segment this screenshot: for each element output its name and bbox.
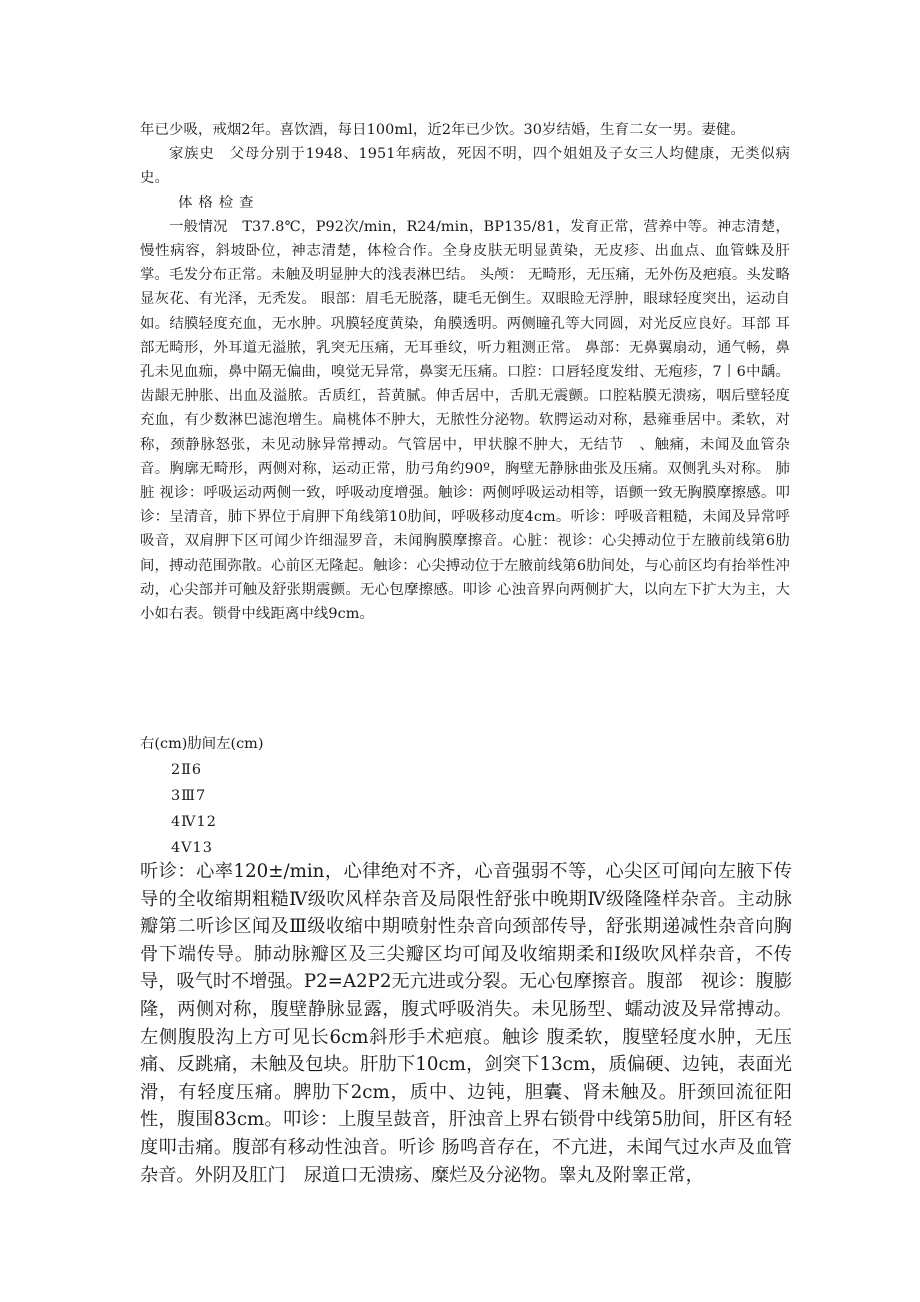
personal-history-paragraph: 年已少吸，戒烟2年。喜饮酒，每日100ml，近2年已少饮。30岁结婚，生育二女一男。妻健。 bbox=[140, 122, 745, 138]
cardiac-dullness-table bbox=[140, 731, 263, 861]
table-header: 右(cm)肋间左(cm) bbox=[140, 736, 264, 752]
table-row: 4Ⅴ13 bbox=[171, 840, 213, 856]
auscultation-abdomen-paragraph: 听诊：心率120±/min，心律绝对不齐，心音强弱不等，心尖区可闻向左腋下传导的全收缩期粗糙Ⅳ级吹风样杂音及局限性舒张中晚期Ⅳ级隆隆样杂音。主动脉瓣第二听诊区闻及Ⅲ级收缩中期喷射性杂音向颈部传导，舒张期递减性杂音向胸骨下端传导。肺动脉瓣区及三尖瓣区均可闻及收缩期柔和Ⅰ级吹风样杂音，不传导，吸气时不增强。P2=A2P2无亢进或分裂。无心包摩擦音。腹部 视诊：腹膨隆，两侧对称，腹壁静脉显露，腹式呼吸消失。未见肠型、蠕动波及异常搏动。左侧腹股沟上方可见长6cm斜形手术疤痕。触诊 腹柔软，腹壁轻度水肿，无压痛、反跳痛，未触及包块。肝肋下10cm，剑突下13cm，质偏硬、边钝，表面光滑，有轻度压痛。脾肋下2cm，质中、边钝，胆囊、肾未触及。肝颈回流征阳性，腹围83cm。叩诊：上腹呈鼓音，肝浊音上界右锁骨中线第5肋间，肝区有轻度叩击痛。腹部有移动性浊音。听诊 肠鸣音存在，不亢进，未闻气过水声及血管杂音。外阴及肛门 尿道口无溃疡、糜烂及分泌物。睾丸及附睾正常， bbox=[140, 861, 792, 1186]
table-row: 4Ⅳ12 bbox=[171, 814, 217, 830]
table-row: 3Ⅲ7 bbox=[171, 788, 207, 804]
physical-exam-heading: 体格检查 bbox=[178, 194, 260, 211]
medical-record-lower-text bbox=[140, 858, 792, 1189]
medical-record-upper-text bbox=[140, 118, 790, 626]
table-row: 2Ⅱ6 bbox=[171, 762, 203, 778]
family-history-paragraph: 家族史 父母分别于1948、1951年病故，死因不明，四个姐姐及子女三人均健康，无类似病史。 bbox=[140, 146, 790, 187]
general-exam-paragraph: 一般情况 T37.8℃，P92次/min，R24/min，BP135/81，发育正常，营养中等。神志清楚，慢性病容，斜坡卧位，神志清楚，体检合作。全身皮肤无明显黄染，无皮疹、出血点、血管蛛及肝掌。毛发分布正常。未触及明显肿大的浅表淋巴结。 头颅： 无畸形，无压痛，无外伤及疤痕。头发略显灰花、有光泽，无秃发。 眼部：眉毛无脱落，睫毛无倒生。双眼睑无浮肿，眼球轻度突出，运动自如。结膜轻度充血，无水肿。巩膜轻度黄染，角膜透明。两侧瞳孔等大同圆，对光反应良好。耳部 耳部无畸形，外耳道无溢脓，乳突无压痛，无耳垂纹，听力粗测正常。 鼻部：无鼻翼扇动，通气畅，鼻孔未见血痂，鼻中隔无偏曲，嗅觉无异常，鼻窦无压痛。口腔：口唇轻度发绀、无疱疹，7丨6中龋。齿龈无肿胀、出血及溢脓。舌质红，苔黄腻。伸舌居中，舌肌无震颤。口腔粘膜无溃疡，咽后壁轻度充血，有少数淋巴滤泡增生。扁桃体不肿大，无脓性分泌物。软腭运动对称，悬雍垂居中。柔软，对称，颈静脉怒张，未见动脉异常搏动。气管居中，甲状腺不肿大，无结节 、触痛，未闻及血管杂音。胸廓无畸形，两侧对称，运动正常，肋弓角约90º，胸壁无静脉曲张及压痛。双侧乳头对称。 肺脏 视诊：呼吸运动两侧一致，呼吸动度增强。触诊：两侧呼吸运动相等，语颤一致无胸膜摩擦感。叩诊：呈清音，肺下界位于肩胛下角线第10肋间，呼吸移动度4cm。听诊：呼吸音粗糙，未闻及异常呼吸音，双肩胛下区可闻少许细湿罗音，未闻胸膜摩擦音。心脏：视诊：心尖搏动位于左腋前线第6肋间，搏动范围弥散。心前区无隆起。触诊：心尖搏动位于左腋前线第6肋间处，与心前区均有抬举性冲动，心尖部并可触及舒张期震颤。无心包摩擦感。叩诊 心浊音界向两侧扩大，以向左下扩大为主，大小如右表。锁骨中线距离中线9cm。 bbox=[140, 218, 790, 623]
